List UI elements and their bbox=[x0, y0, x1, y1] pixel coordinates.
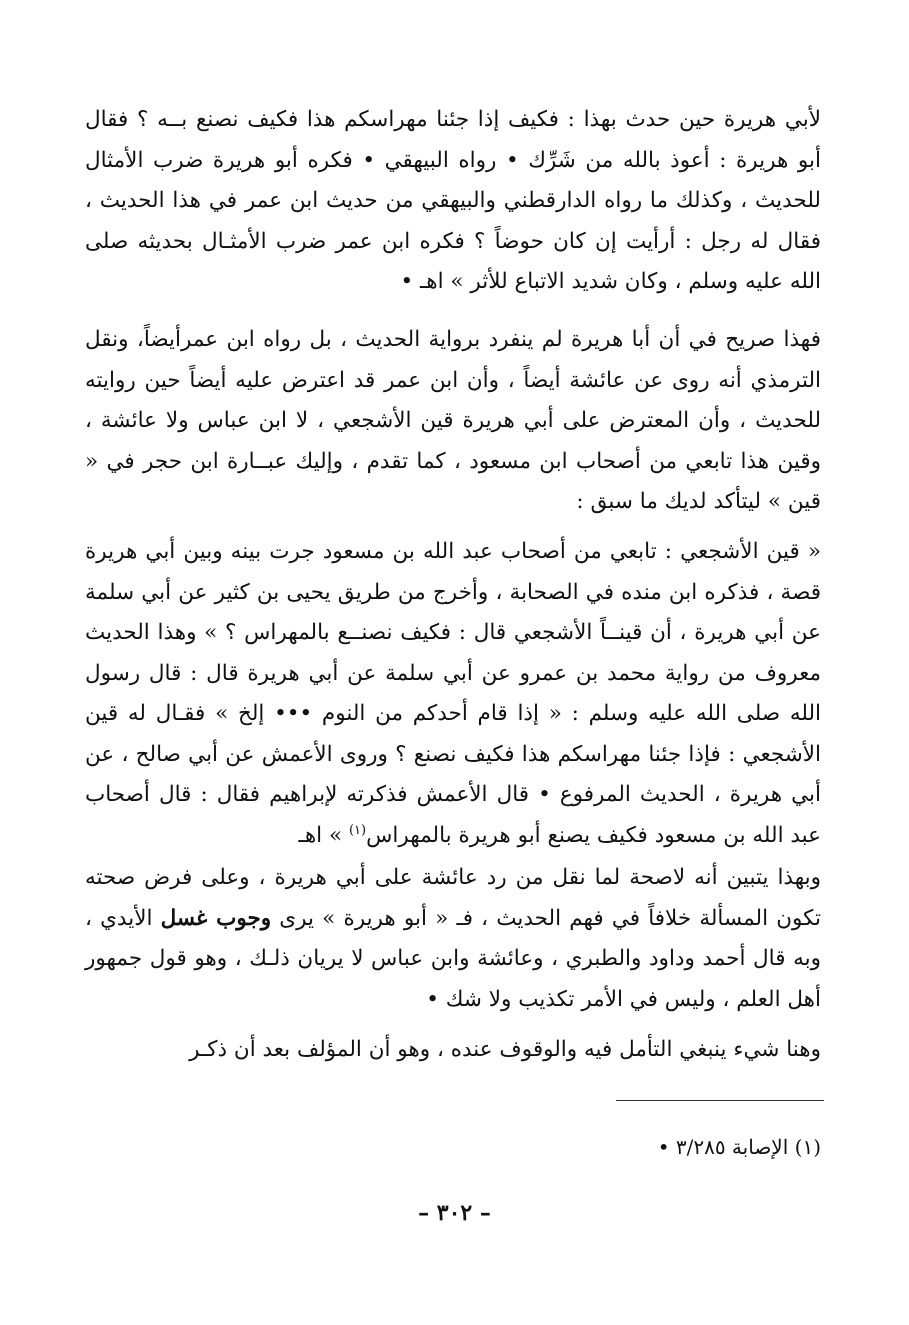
footnote-reference: (١) bbox=[348, 822, 367, 838]
paragraph-2: فهذا صريح في أن أبا هريرة لم ينفرد برواية الحديث ، بل رواه ابن عمرأيضاً، ونقل الترمذي أنه روى عن عائشة أيضاً ، وأن ابن عمر قد اعترض عليه أيضاً حين روايته للحديث ، وأن المعترض على أبي هريرة قين الأشجعي ، لا ابن عباس ولا عائشة ، وقين هذا تابعي من أصحاب ابن مسعود ، كما تقدم ، وإليك عبــارة ابن حجر في « قين » ليتأكد لديك ما سبق : bbox=[85, 327, 821, 514]
paragraph-4-end: الأيدي ، وبه قال أحمد وداود والطبري ، وعائشة وابن عباس لا يريان ذلـك ، وهو قول جمهور أهل العلم ، وليس في الأمر تكذيب ولا شك • bbox=[85, 905, 821, 1012]
paragraph-4-start: وبهذا يتبين أنه لاصحة لما نقل من رد عائشة على أبي هريرة ، وعلى فرض صحته تكون المسألة خلافاً في فهم الحديث ، فـ « أبو هريرة » يرى bbox=[85, 865, 821, 931]
footnote: (١) الإصابة ٣/٢٨٥ • bbox=[657, 1135, 821, 1159]
paragraph-4-emphasis: وجوب غسل bbox=[160, 905, 272, 931]
paragraph-5: وهنا شيء ينبغي التأمل فيه والوقوف عنده ، وهو أن المؤلف بعد أن ذكـر bbox=[189, 1037, 821, 1062]
quote-text: « قين الأشجعي : تابعي من أصحاب عبد الله بن مسعود جرت بينه وبين أبي هريرة قصة ، فذكره ابن منده في الصحابة ، وأخرج من طريق يحيى بن كثير عن أبي سلمة عن أبي هريرة ، أن قينــاً الأشجعي قال : فكيف نصنــع بالمهراس ؟ » وهذا الحديث معروف من رواية محمد بن عمرو عن أبي سلمة عن أبي هريرة قال : قال رسول الله صلى الله عليه وسلم : « إذا قام أحدكم من النوم ••• إلخ » فقـال له قين الأشجعي : فإذا جئنا مهراسكم هذا فكيف نصنع ؟ وروى الأعمش عن أبي صالح ، عن أبي هريرة ، الحديث المرفوع • قال الأعمش فذكرته لإبراهيم فقال : قال أصحاب عبد الله بن مسعود فكيف يصنع أبو هريرة بالمهراس bbox=[85, 539, 821, 848]
quote-tail: » اهـ bbox=[298, 822, 349, 848]
paragraph-1: لأبي هريرة حين حدث بهذا : فكيف إذا جئنا مهراسكم هذا فكيف نصنع بــه ؟ فقال أبو هريرة : أعوذ بالله من شَرِّك • رواه البيهقي • فكره أبو هريرة ضرب الأمثال للحديث ، وكذلك ما رواه الدارقطني والبيهقي من حديث ابن عمر في هذا الحديث ، فقال له رجل : أرأيت إن كان حوضاً ؟ فكره ابن عمر ضرب الأمثـال بحديثه صلى الله عليه وسلم ، وكان شديد الاتباع للأثر » اهـ • bbox=[85, 107, 821, 294]
paragraph-4 bbox=[85, 858, 821, 1020]
page-number: – ٣٠٢ – bbox=[418, 1200, 491, 1226]
footnote-divider bbox=[616, 1100, 824, 1101]
paragraph-3-quote bbox=[85, 532, 821, 856]
